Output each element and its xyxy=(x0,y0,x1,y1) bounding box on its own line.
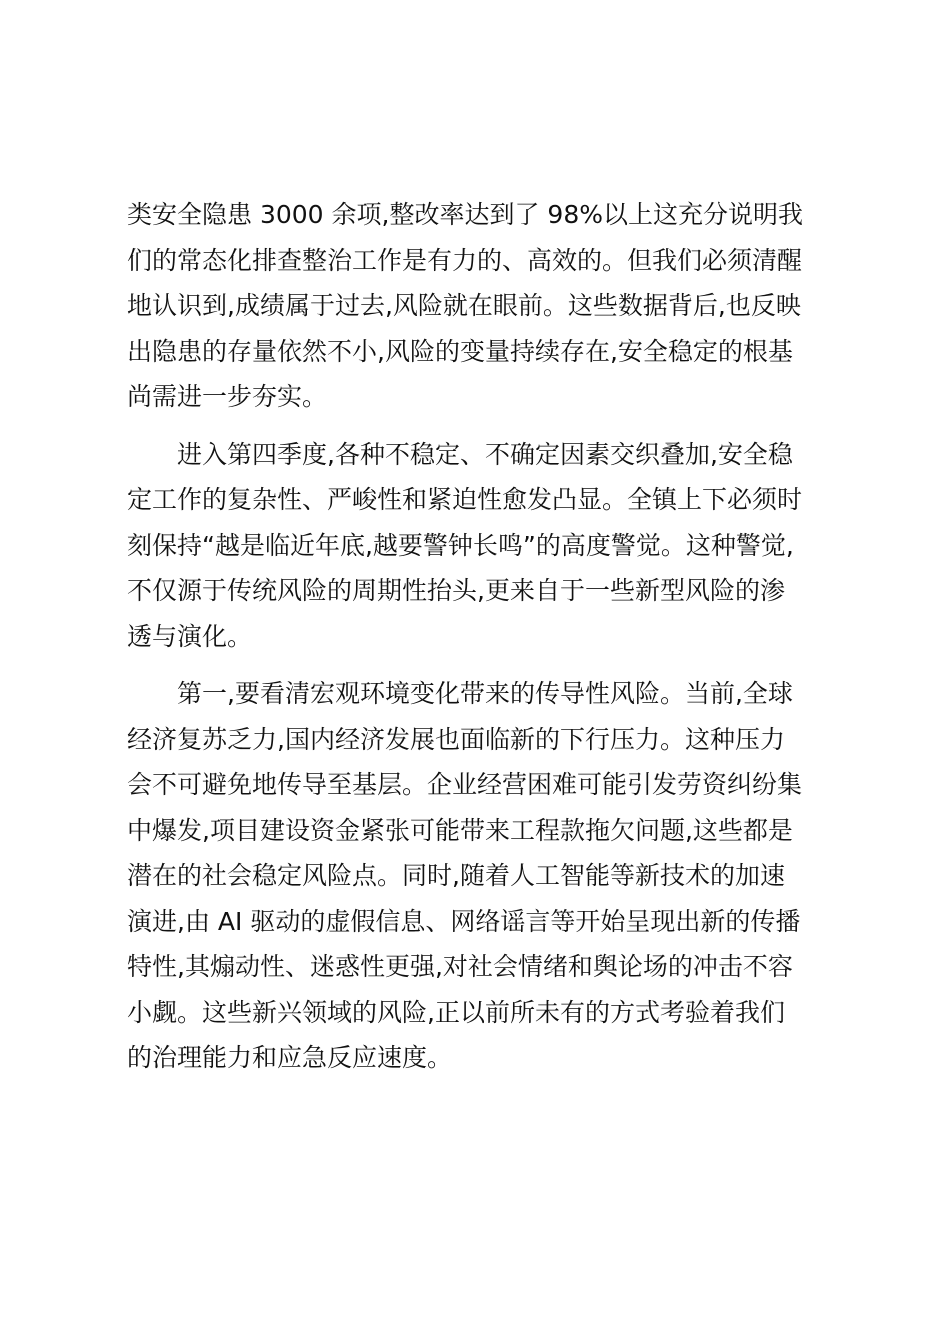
paragraph-line: 经济复苏乏力,国内经济发展也面临新的下行压力。这种压力 xyxy=(127,724,785,754)
paragraph-line: 的治理能力和应急反应速度。 xyxy=(127,1043,453,1072)
paragraph-line: 潜在的社会稳定风险点。同时,随着人工智能等新技术的加速 xyxy=(127,861,785,890)
paragraph-line: 第一,要看清宏观环境变化带来的传导性风险。当前,全球 xyxy=(177,679,793,708)
paragraph-line: 特性,其煽动性、迷惑性更强,对社会情绪和舆论场的冲击不容 xyxy=(127,952,793,981)
paragraph-line: 中爆发,项目建设资金紧张可能带来工程款拖欠问题,这些都是 xyxy=(127,815,793,845)
paragraph-line: 透与演化。 xyxy=(127,621,253,651)
paragraph-line: 尚需进一步夯实。 xyxy=(127,382,328,411)
paragraph-2 xyxy=(127,432,827,660)
paragraph-line: 定工作的复杂性、严峻性和紧迫性愈发凸显。全镇上下必须时 xyxy=(127,485,803,514)
paragraph-line: 们的常态化排查整治工作是有力的、高效的。但我们必须清醒 xyxy=(127,245,803,275)
paragraph-3 xyxy=(127,671,827,1081)
paragraph-line: 类安全隐患 3000 余项,整改率达到了 98%以上这充分说明我 xyxy=(127,200,803,229)
paragraph-line: 会不可避免地传导至基层。企业经营困难可能引发劳资纠纷集 xyxy=(127,770,803,799)
paragraph-line: 出隐患的存量依然不小,风险的变量持续存在,安全稳定的根基 xyxy=(127,336,793,366)
paragraph-line: 地认识到,成绩属于过去,风险就在眼前。这些数据背后,也反映 xyxy=(127,291,801,320)
paragraph-1 xyxy=(127,192,827,420)
paragraph-line: 小觑。这些新兴领域的风险,正以前所未有的方式考验着我们 xyxy=(127,997,785,1027)
paragraph-line: 刻保持“越是临近年底,越要警钟长鸣”的高度警觉。这种警觉, xyxy=(127,530,794,560)
paragraph-line: 进入第四季度,各种不稳定、不确定因素交织叠加,安全稳 xyxy=(177,439,793,469)
document-body xyxy=(127,192,827,1093)
paragraph-line: 不仅源于传统风险的周期性抬头,更来自于一些新型风险的渗 xyxy=(127,576,785,605)
paragraph-line: 演进,由 AI 驱动的虚假信息、网络谣言等开始呈现出新的传播 xyxy=(127,906,801,936)
